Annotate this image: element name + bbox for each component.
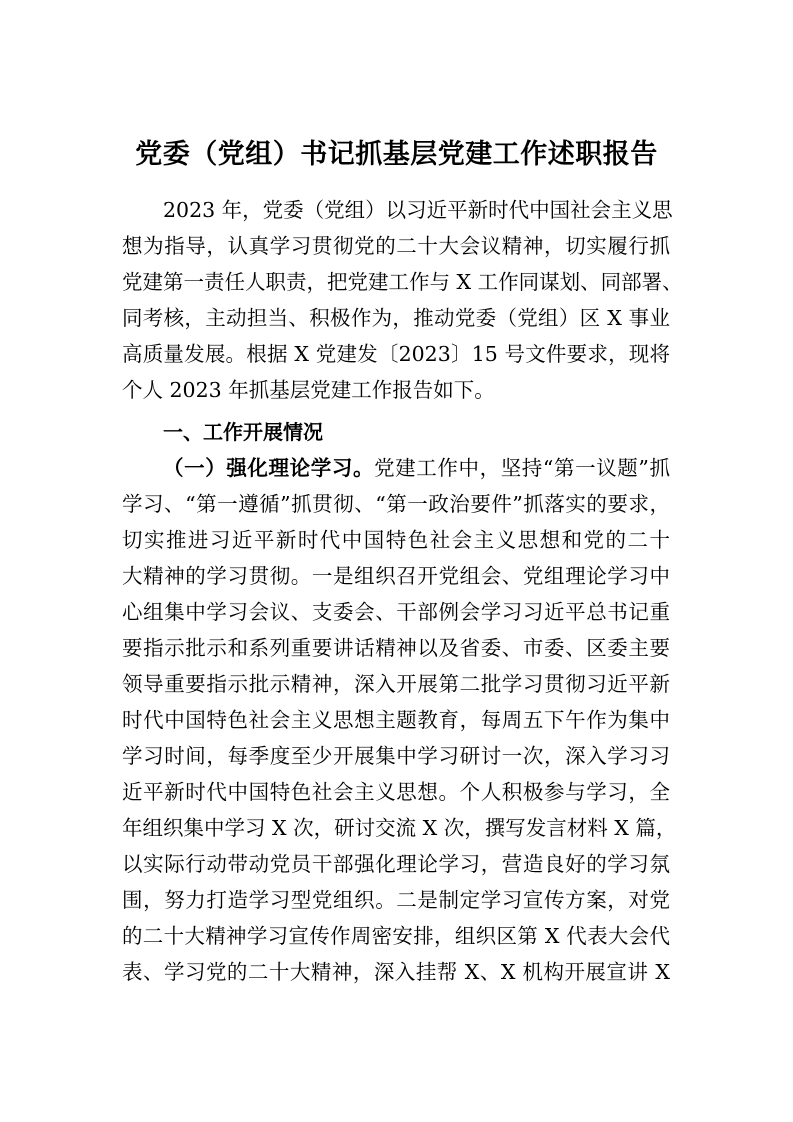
body-line: 的二十大精神学习宣传作周密安排，组织区第 X 代表大会代	[122, 924, 670, 948]
body-line	[163, 450, 670, 486]
body-line: 切实推进习近平新时代中国特色社会主义思想和党的二十	[122, 528, 670, 552]
intro-line: 党建第一责任人职责，把党建工作与 X 工作同谋划、同部署、	[122, 270, 683, 294]
body-line: 要指示批示和系列重要讲话精神以及省委、市委、区委主要	[122, 636, 670, 660]
section-heading: 一、工作开展情况	[163, 420, 323, 444]
body-line: 围，努力打造学习型党组织。二是制定学习宣传方案，对党	[122, 888, 670, 912]
intro-line: 2023 年，党委（党组）以习近平新时代中国社会主义思	[163, 198, 673, 222]
intro-line: 想为指导，认真学习贯彻党的二十大会议精神，切实履行抓	[122, 234, 670, 258]
body-line: 心组集中学习会议、支委会、干部例会学习习近平总书记重	[122, 600, 670, 624]
body-line: 领导重要指示批示精神，深入开展第二批学习贯彻习近平新	[122, 672, 670, 696]
body-line: 时代中国特色社会主义思想主题教育，每周五下午作为集中	[122, 708, 670, 732]
body-line: 表、学习党的二十大精神，深入挂帮 X、X 机构开展宣讲 X	[122, 960, 670, 984]
subsection-heading: （一）强化理论学习。	[163, 456, 375, 480]
body-line: 大精神的学习贯彻。一是组织召开党组会、党组理论学习中	[122, 564, 670, 588]
intro-line: 高质量发展。根据 X 党建发〔2023〕15 号文件要求，现将	[122, 342, 670, 366]
body-line: 学习、“第一遵循”抓贯彻、“第一政治要件”抓落实的要求，	[122, 492, 670, 516]
body-line: 以实际行动带动党员干部强化理论学习，营造良好的学习氛	[122, 852, 670, 876]
intro-line: 个人 2023 年抓基层党建工作报告如下。	[122, 378, 495, 402]
body-line: 年组织集中学习 X 次，研讨交流 X 次，撰写发言材料 X 篇，	[122, 816, 677, 840]
body-line: 近平新时代中国特色社会主义思想。个人积极参与学习，全	[122, 780, 670, 804]
intro-line: 同考核，主动担当、积极作为，推动党委（党组）区 X 事业	[122, 306, 670, 330]
body-line: 学习时间，每季度至少开展集中学习研讨一次，深入学习习	[122, 744, 670, 768]
document-title: 党委（党组）书记抓基层党建工作述职报告	[135, 139, 658, 170]
body-line-text: 党建工作中，坚持“第一议题”抓	[374, 456, 670, 480]
